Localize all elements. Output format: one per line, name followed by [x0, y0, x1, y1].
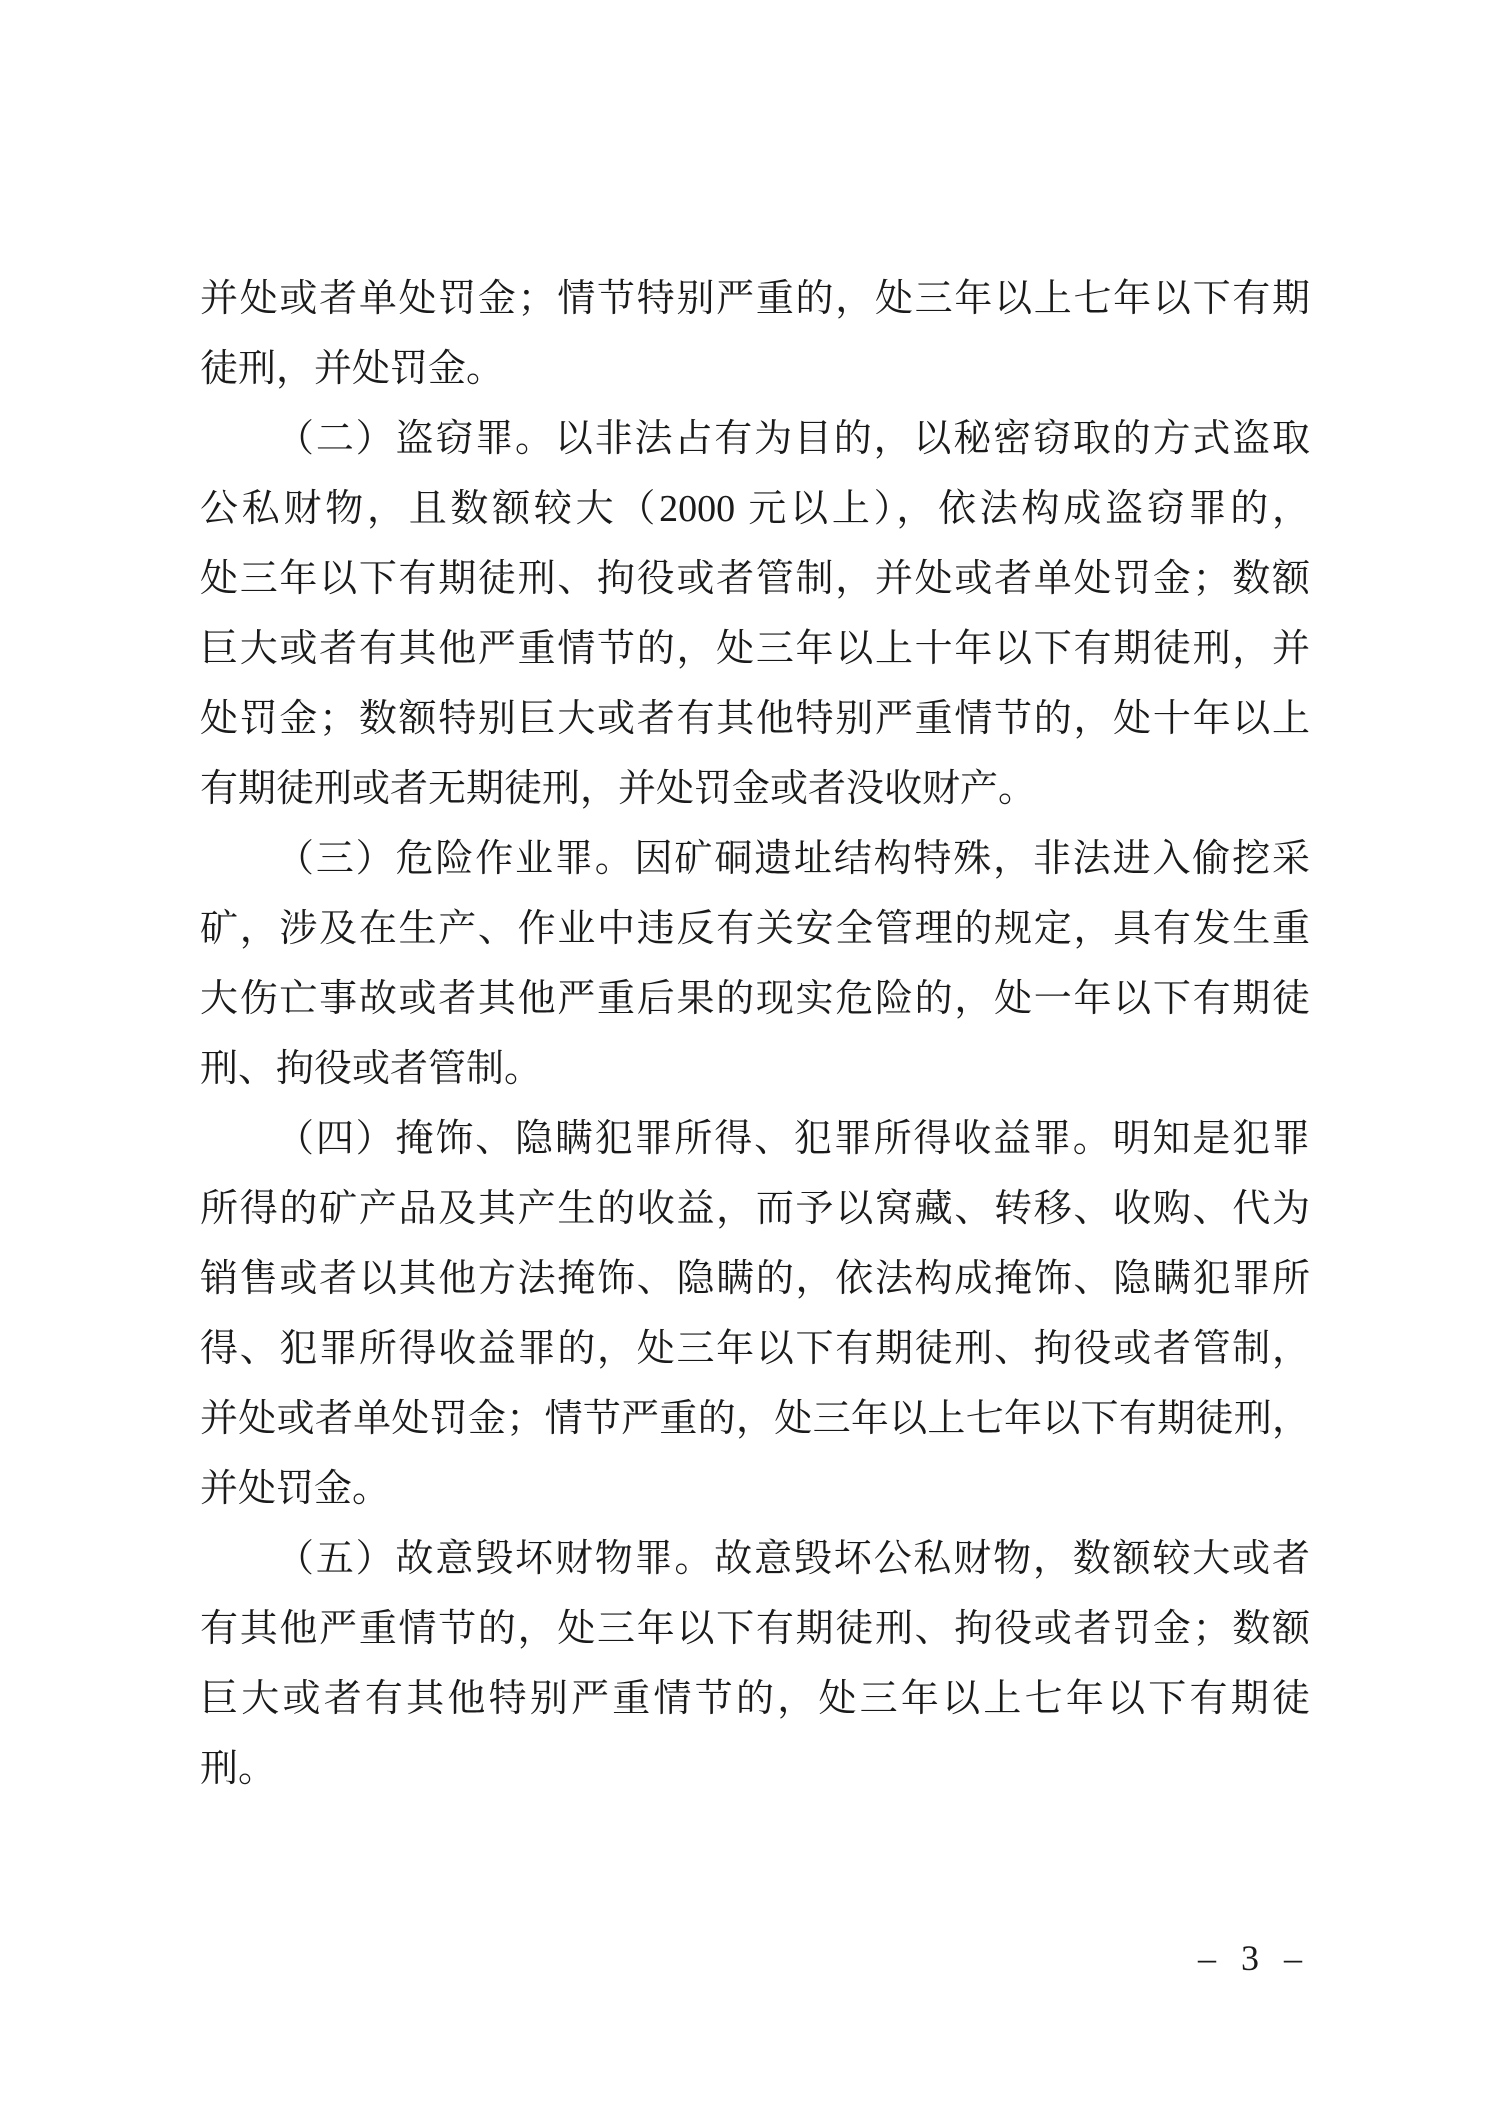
text-line: 并处罚金。	[200, 1468, 391, 1510]
text-line: 得、犯罪所得收益罪的，处三年以下有期徒刑、拘役或者管制，	[200, 1328, 1310, 1370]
text-line: 徒刑，并处罚金。	[200, 348, 505, 390]
text-line: 巨大或者有其他严重情节的，处三年以上十年以下有期徒刑，并	[200, 628, 1310, 670]
text-line: 公私财物，且数额较大（2000 元以上），依法构成盗窃罪的，	[200, 488, 1310, 530]
text-line: 巨大或者有其他特别严重情节的，处三年以上七年以下有期徒	[200, 1678, 1310, 1720]
text-line: 有期徒刑或者无期徒刑，并处罚金或者没收财产。	[200, 768, 1037, 810]
text-line: 刑。	[200, 1748, 277, 1790]
page-number: – 3 –	[1198, 1938, 1310, 1978]
text-line-paragraph-start-5: （五）故意毁坏财物罪。故意毁坏公私财物，数额较大或者	[276, 1538, 1310, 1580]
text-line: 所得的矿产品及其产生的收益，而予以窝藏、转移、收购、代为	[200, 1188, 1310, 1230]
text-line: 并处或者单处罚金；情节严重的，处三年以上七年以下有期徒刑，	[200, 1398, 1310, 1440]
text-line-paragraph-start-4: （四）掩饰、隐瞒犯罪所得、犯罪所得收益罪。明知是犯罪	[276, 1118, 1310, 1160]
text-line: 处罚金；数额特别巨大或者有其他特别严重情节的，处十年以上	[200, 698, 1310, 740]
text-line-paragraph-start-3: （三）危险作业罪。因矿硐遗址结构特殊，非法进入偷挖采	[276, 838, 1310, 880]
text-line: 大伤亡事故或者其他严重后果的现实危险的，处一年以下有期徒	[200, 978, 1310, 1020]
text-line: 并处或者单处罚金；情节特别严重的，处三年以上七年以下有期	[200, 278, 1310, 320]
text-line-paragraph-start-2: （二）盗窃罪。以非法占有为目的，以秘密窃取的方式盗取	[276, 418, 1310, 460]
text-line: 有其他严重情节的，处三年以下有期徒刑、拘役或者罚金；数额	[200, 1608, 1310, 1650]
text-line: 处三年以下有期徒刑、拘役或者管制，并处或者单处罚金；数额	[200, 558, 1310, 600]
body-text	[200, 264, 1310, 1804]
text-line: 销售或者以其他方法掩饰、隐瞒的，依法构成掩饰、隐瞒犯罪所	[200, 1258, 1310, 1300]
text-line: 刑、拘役或者管制。	[200, 1048, 543, 1090]
text-line: 矿，涉及在生产、作业中违反有关安全管理的规定，具有发生重	[200, 908, 1310, 950]
